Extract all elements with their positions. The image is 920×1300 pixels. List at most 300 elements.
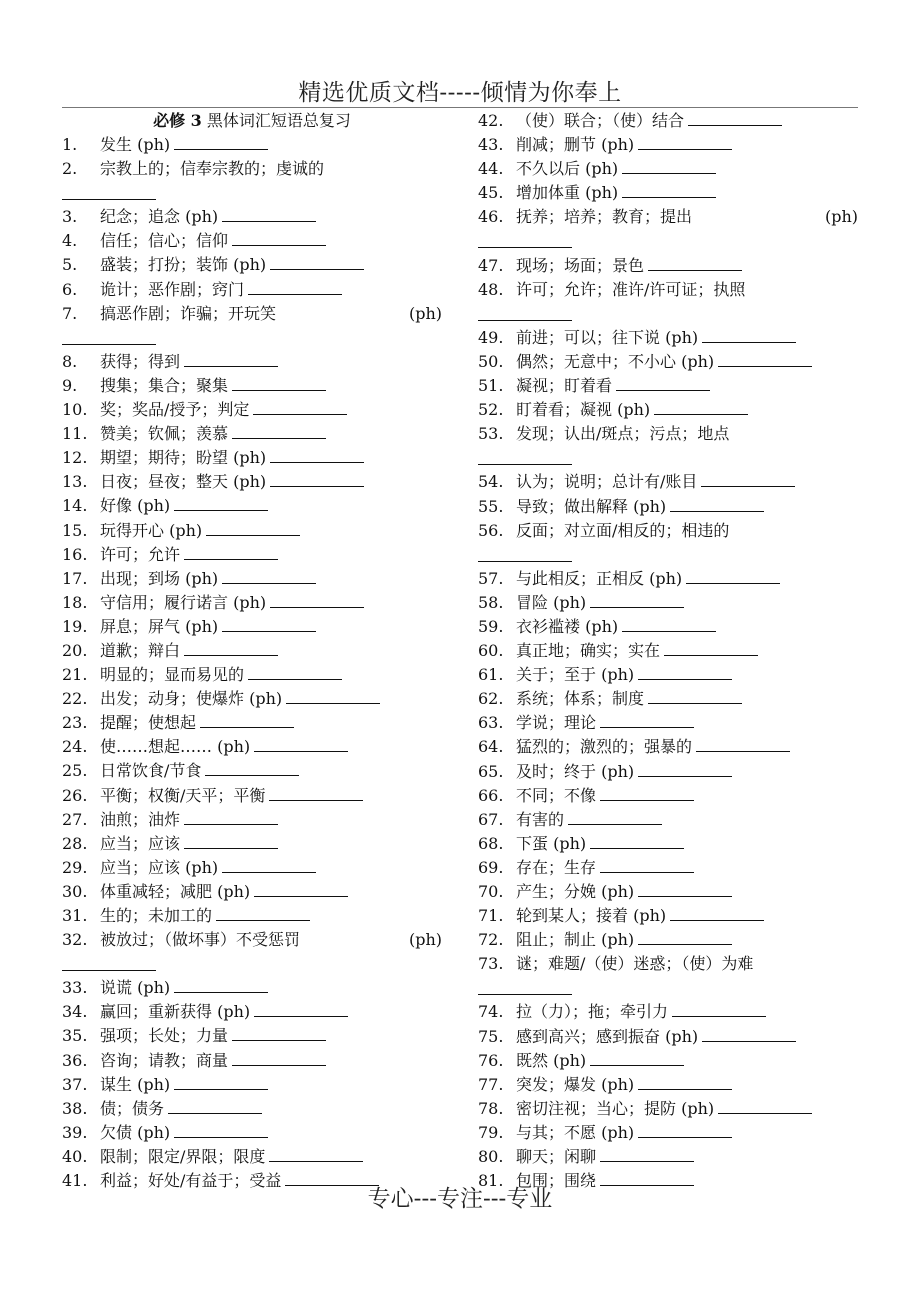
answer-blank[interactable] bbox=[670, 497, 764, 512]
item-text: 谜；难题/（使）迷惑；（使）为难 bbox=[516, 954, 754, 974]
item-text: 纪念；追念 (ph) bbox=[100, 207, 219, 227]
answer-blank[interactable] bbox=[600, 713, 694, 728]
vocab-item bbox=[478, 374, 858, 398]
answer-blank[interactable] bbox=[616, 376, 710, 391]
vocab-item bbox=[62, 663, 442, 687]
answer-blank[interactable] bbox=[269, 1147, 363, 1162]
item-number: 53. bbox=[478, 424, 504, 444]
answer-blank[interactable] bbox=[184, 545, 278, 560]
item-number: 26. bbox=[62, 785, 88, 805]
item-number: 79. bbox=[478, 1122, 504, 1142]
item-number: 51. bbox=[478, 376, 504, 396]
answer-blank[interactable] bbox=[638, 135, 732, 150]
answer-blank[interactable] bbox=[248, 280, 342, 295]
wrapped-blank-line bbox=[62, 181, 442, 205]
vocab-item bbox=[62, 1145, 442, 1169]
answer-blank[interactable] bbox=[216, 906, 310, 921]
answer-blank[interactable] bbox=[478, 982, 572, 995]
vocab-item bbox=[62, 470, 442, 494]
item-text: 玩得开心 (ph) bbox=[100, 520, 203, 540]
vocab-item bbox=[62, 133, 442, 157]
item-text: 利益；好处/有益于；受益 bbox=[100, 1171, 282, 1191]
answer-blank[interactable] bbox=[590, 593, 684, 608]
answer-blank[interactable] bbox=[648, 689, 742, 704]
item-number: 80. bbox=[478, 1147, 504, 1167]
item-text: 欠债 (ph) bbox=[100, 1122, 171, 1142]
answer-blank[interactable] bbox=[478, 549, 572, 562]
answer-blank[interactable] bbox=[638, 882, 732, 897]
answer-blank[interactable] bbox=[568, 810, 662, 825]
vocab-item bbox=[62, 543, 442, 567]
item-text: 前进；可以；往下说 (ph) bbox=[516, 327, 699, 347]
answer-blank[interactable] bbox=[270, 255, 364, 270]
item-text: 关于；至于 (ph) bbox=[516, 665, 635, 685]
item-number: 36. bbox=[62, 1050, 88, 1070]
item-number: 75. bbox=[478, 1026, 504, 1046]
wrapped-blank-line bbox=[478, 976, 858, 1000]
vocab-item bbox=[478, 880, 858, 904]
vocab-item bbox=[62, 1024, 442, 1048]
item-number: 74. bbox=[478, 1002, 504, 1022]
answer-blank[interactable] bbox=[638, 1123, 732, 1138]
vocab-item bbox=[478, 1097, 858, 1121]
vocab-item bbox=[478, 808, 858, 832]
item-text: 日常饮食/节食 bbox=[100, 761, 202, 781]
item-text: 咨询；请教；商量 bbox=[100, 1050, 229, 1070]
vocab-item bbox=[478, 952, 858, 976]
item-text: 应当；应该 bbox=[100, 833, 181, 853]
item-number: 40. bbox=[62, 1146, 88, 1166]
vocab-item bbox=[62, 350, 442, 374]
item-text: 出发；动身；使爆炸 (ph) bbox=[100, 689, 283, 709]
answer-blank[interactable] bbox=[184, 834, 278, 849]
item-number: 22. bbox=[62, 689, 88, 709]
answer-blank[interactable] bbox=[686, 569, 780, 584]
item-ph-marker: (ph) bbox=[824, 207, 858, 227]
item-number: 73. bbox=[478, 954, 504, 974]
answer-blank[interactable] bbox=[590, 1051, 684, 1066]
item-number: 15. bbox=[62, 520, 88, 540]
item-number: 52. bbox=[478, 400, 504, 420]
item-text: 削减；删节 (ph) bbox=[516, 135, 635, 155]
item-text: 油煎；油炸 bbox=[100, 809, 181, 829]
vocab-item bbox=[478, 109, 858, 133]
answer-blank[interactable] bbox=[600, 858, 694, 873]
item-number: 27. bbox=[62, 809, 88, 829]
item-number: 12. bbox=[62, 448, 88, 468]
vocab-item bbox=[478, 1049, 858, 1073]
answer-blank[interactable] bbox=[200, 713, 294, 728]
answer-blank[interactable] bbox=[270, 593, 364, 608]
item-text: 谋生 (ph) bbox=[100, 1074, 171, 1094]
item-text: 信任；信心；信仰 bbox=[100, 231, 229, 251]
item-number: 4. bbox=[62, 231, 78, 251]
answer-blank[interactable] bbox=[701, 472, 795, 487]
item-text: 盯着看；凝视 (ph) bbox=[516, 400, 651, 420]
item-text: 应当；应该 (ph) bbox=[100, 857, 219, 877]
item-number: 58. bbox=[478, 592, 504, 612]
vocab-item bbox=[478, 133, 858, 157]
answer-blank[interactable] bbox=[688, 111, 782, 126]
item-number: 61. bbox=[478, 665, 504, 685]
vocab-item bbox=[62, 374, 442, 398]
item-number: 50. bbox=[478, 351, 504, 371]
vocab-item bbox=[62, 398, 442, 422]
right-column bbox=[478, 109, 858, 1193]
vocab-item bbox=[478, 422, 858, 446]
answer-blank[interactable] bbox=[622, 183, 716, 198]
answer-blank[interactable] bbox=[638, 1075, 732, 1090]
answer-blank[interactable] bbox=[232, 376, 326, 391]
wrapped-blank-line bbox=[478, 229, 858, 253]
item-number: 28. bbox=[62, 833, 88, 853]
item-text: 债；债务 bbox=[100, 1098, 165, 1118]
vocab-item bbox=[478, 639, 858, 663]
item-text: 包围；围绕 bbox=[516, 1171, 597, 1191]
item-text: 猛烈的；激烈的；强暴的 bbox=[516, 737, 693, 757]
item-text: 抚养；培养；教育；提出 bbox=[516, 207, 693, 227]
left-vocab-list bbox=[62, 133, 442, 1193]
vocab-item bbox=[62, 1049, 442, 1073]
wrapped-blank-line bbox=[478, 302, 858, 326]
right-vocab-list bbox=[478, 109, 858, 1193]
vocab-item bbox=[478, 326, 858, 350]
answer-blank[interactable] bbox=[248, 665, 342, 680]
answer-blank[interactable] bbox=[174, 135, 268, 150]
item-text: 聊天；闲聊 bbox=[516, 1147, 597, 1167]
answer-blank[interactable] bbox=[286, 689, 380, 704]
item-text: 使……想起…… (ph) bbox=[100, 737, 251, 757]
vocab-item bbox=[478, 398, 858, 422]
item-number: 24. bbox=[62, 737, 88, 757]
vocab-item bbox=[478, 1121, 858, 1145]
vocab-item bbox=[478, 1000, 858, 1024]
item-text: 衣衫褴褛 (ph) bbox=[516, 616, 619, 636]
item-number: 10. bbox=[62, 400, 88, 420]
vocab-item bbox=[62, 519, 442, 543]
answer-blank[interactable] bbox=[205, 761, 299, 776]
vocab-item bbox=[478, 1145, 858, 1169]
vocab-item bbox=[62, 976, 442, 1000]
vocab-item bbox=[62, 567, 442, 591]
title-bold: 必修 3 bbox=[153, 111, 202, 130]
vocab-item bbox=[478, 567, 858, 591]
vocab-item bbox=[62, 1097, 442, 1121]
vocab-item bbox=[62, 229, 442, 253]
vocab-item bbox=[62, 784, 442, 808]
item-text: 搜集；集合；聚集 bbox=[100, 375, 229, 395]
page-header: 精选优质文档-----倾情为你奉上 bbox=[298, 80, 622, 106]
vocab-item bbox=[478, 519, 858, 543]
item-text: 凝视；盯着看 bbox=[516, 376, 613, 396]
item-number: 39. bbox=[62, 1122, 88, 1142]
left-column bbox=[62, 109, 442, 1193]
item-number: 62. bbox=[478, 689, 504, 709]
wrapped-blank-line bbox=[62, 952, 442, 976]
vocab-item bbox=[62, 446, 442, 470]
vocab-item bbox=[478, 254, 858, 278]
item-text: 下蛋 (ph) bbox=[516, 833, 587, 853]
vocab-item bbox=[478, 278, 858, 302]
item-number: 35. bbox=[62, 1026, 88, 1046]
answer-blank[interactable] bbox=[478, 308, 572, 321]
vocab-item bbox=[62, 759, 442, 783]
answer-blank[interactable] bbox=[696, 737, 790, 752]
item-text: 及时；终于 (ph) bbox=[516, 761, 635, 781]
answer-blank[interactable] bbox=[254, 882, 348, 897]
item-text: 存在；生存 bbox=[516, 857, 597, 877]
item-text: 许可；允许；准许/许可证；执照 bbox=[516, 279, 746, 299]
vocab-item bbox=[62, 1000, 442, 1024]
vocab-item bbox=[478, 157, 858, 181]
vocab-item bbox=[62, 880, 442, 904]
vocab-item bbox=[62, 832, 442, 856]
item-text: 既然 (ph) bbox=[516, 1050, 587, 1070]
vocab-item bbox=[62, 157, 442, 181]
item-text: 系统；体系；制度 bbox=[516, 689, 645, 709]
item-number: 14. bbox=[62, 496, 88, 516]
item-text: 限制；限定/界限；限度 bbox=[100, 1146, 266, 1166]
item-text: 道歉；辩白 bbox=[100, 640, 181, 660]
item-text: 赞美；钦佩；羡慕 bbox=[100, 424, 229, 444]
vocab-item bbox=[478, 205, 858, 229]
item-number: 43. bbox=[478, 135, 504, 155]
answer-blank[interactable] bbox=[638, 762, 732, 777]
item-number: 23. bbox=[62, 713, 88, 733]
answer-blank[interactable] bbox=[222, 207, 316, 222]
item-number: 72. bbox=[478, 930, 504, 950]
item-text: 突发；爆发 (ph) bbox=[516, 1074, 635, 1094]
item-number: 67. bbox=[478, 809, 504, 829]
vocab-item bbox=[478, 470, 858, 494]
item-number: 34. bbox=[62, 1002, 88, 1022]
vocab-item bbox=[62, 615, 442, 639]
item-number: 78. bbox=[478, 1098, 504, 1118]
item-number: 42. bbox=[478, 111, 504, 130]
vocab-item bbox=[62, 904, 442, 928]
vocab-item bbox=[478, 784, 858, 808]
item-number: 57. bbox=[478, 568, 504, 588]
answer-blank[interactable] bbox=[638, 665, 732, 680]
vocab-item bbox=[62, 205, 442, 229]
answer-blank[interactable] bbox=[174, 1123, 268, 1138]
item-text: （使）联合；（使）结合 bbox=[516, 111, 685, 130]
vocab-item bbox=[478, 495, 858, 519]
item-text: 许可；允许 bbox=[100, 544, 181, 564]
item-text: 屏息；屏气 (ph) bbox=[100, 616, 219, 636]
vocab-item bbox=[62, 494, 442, 518]
answer-blank[interactable] bbox=[184, 810, 278, 825]
item-number: 81. bbox=[478, 1171, 504, 1191]
vocab-item bbox=[478, 832, 858, 856]
item-text: 宗教上的；信奉宗教的；虔诚的 bbox=[100, 159, 325, 179]
item-number: 76. bbox=[478, 1050, 504, 1070]
item-text: 有害的 bbox=[516, 809, 565, 829]
answer-blank[interactable] bbox=[232, 1051, 326, 1066]
item-text: 产生；分娩 (ph) bbox=[516, 882, 635, 901]
answer-blank[interactable] bbox=[702, 328, 796, 343]
answer-blank[interactable] bbox=[718, 352, 812, 367]
vocab-item bbox=[62, 422, 442, 446]
answer-blank[interactable] bbox=[222, 617, 316, 632]
item-number: 21. bbox=[62, 665, 88, 685]
answer-blank[interactable] bbox=[600, 1147, 694, 1162]
answer-blank[interactable] bbox=[638, 930, 732, 945]
item-text: 认为；说明；总计有/账目 bbox=[516, 472, 698, 492]
answer-blank[interactable] bbox=[269, 786, 363, 801]
item-text: 搞恶作剧；诈骗；开玩笑 bbox=[100, 303, 277, 323]
answer-blank[interactable] bbox=[253, 400, 347, 415]
answer-blank[interactable] bbox=[254, 737, 348, 752]
page-footer: 专心---专注---专业 bbox=[367, 1186, 553, 1212]
item-text: 真正地；确实；实在 bbox=[516, 641, 661, 661]
item-number: 3. bbox=[62, 207, 78, 227]
answer-blank[interactable] bbox=[206, 521, 300, 536]
item-number: 7. bbox=[62, 303, 78, 323]
item-number: 66. bbox=[478, 785, 504, 805]
item-text: 明显的；显而易见的 bbox=[100, 665, 245, 685]
answer-blank[interactable] bbox=[270, 472, 364, 487]
item-number: 5. bbox=[62, 255, 78, 275]
item-text: 增加体重 (ph) bbox=[516, 183, 619, 203]
vocab-item bbox=[478, 350, 858, 374]
answer-blank[interactable] bbox=[168, 1099, 262, 1114]
item-number: 70. bbox=[478, 882, 504, 901]
item-number: 38. bbox=[62, 1098, 88, 1118]
item-number: 64. bbox=[478, 737, 504, 757]
item-text: 学说；理论 bbox=[516, 713, 597, 733]
answer-blank[interactable] bbox=[62, 332, 156, 345]
item-text: 奖；奖品/授予；判定 bbox=[100, 400, 250, 420]
vocab-item bbox=[478, 735, 858, 759]
vocab-item bbox=[478, 1073, 858, 1097]
answer-blank[interactable] bbox=[270, 448, 364, 463]
item-number: 2. bbox=[62, 159, 78, 179]
item-text: 说谎 (ph) bbox=[100, 978, 171, 998]
item-number: 60. bbox=[478, 641, 504, 661]
answer-blank[interactable] bbox=[654, 400, 748, 415]
item-number: 44. bbox=[478, 159, 504, 179]
answer-blank[interactable] bbox=[648, 256, 742, 271]
answer-blank[interactable] bbox=[478, 235, 572, 248]
item-number: 18. bbox=[62, 592, 88, 612]
vocab-item bbox=[62, 1121, 442, 1145]
answer-blank[interactable] bbox=[254, 1002, 348, 1017]
vocab-item bbox=[62, 856, 442, 880]
wrapped-blank-line bbox=[62, 326, 442, 350]
item-number: 41. bbox=[62, 1171, 88, 1191]
item-number: 25. bbox=[62, 761, 88, 781]
item-number: 77. bbox=[478, 1074, 504, 1094]
title-rest: 黑体词汇短语总复习 bbox=[201, 111, 351, 130]
item-ph-marker: (ph) bbox=[408, 930, 442, 950]
answer-blank[interactable] bbox=[622, 617, 716, 632]
item-number: 11. bbox=[62, 424, 88, 444]
answer-blank[interactable] bbox=[184, 352, 278, 367]
item-text: 与其；不愿 (ph) bbox=[516, 1122, 635, 1142]
item-number: 16. bbox=[62, 544, 88, 564]
answer-blank[interactable] bbox=[174, 978, 268, 993]
vocab-item bbox=[478, 687, 858, 711]
answer-blank[interactable] bbox=[232, 231, 326, 246]
item-text: 导致；做出解释 (ph) bbox=[516, 496, 667, 516]
item-text: 守信用；履行诺言 (ph) bbox=[100, 592, 267, 612]
item-text: 生的；未加工的 bbox=[100, 906, 213, 925]
answer-blank[interactable] bbox=[672, 1002, 766, 1017]
item-text: 现场；场面；景色 bbox=[516, 255, 645, 275]
item-text: 拉（力）；拖；牵引力 bbox=[516, 1002, 669, 1022]
item-text: 感到高兴；感到振奋 (ph) bbox=[516, 1026, 699, 1046]
item-text: 提醒；使想起 bbox=[100, 713, 197, 733]
answer-blank[interactable] bbox=[62, 187, 156, 200]
item-number: 54. bbox=[478, 472, 504, 492]
item-number: 9. bbox=[62, 375, 78, 395]
item-number: 71. bbox=[478, 906, 504, 926]
item-text: 阻止；制止 (ph) bbox=[516, 930, 635, 950]
item-text: 与此相反；正相反 (ph) bbox=[516, 568, 683, 588]
item-text: 出现；到场 (ph) bbox=[100, 568, 219, 588]
item-number: 33. bbox=[62, 978, 88, 998]
item-text: 反面；对立面/相反的；相违的 bbox=[516, 520, 730, 540]
item-text: 期望；期待；盼望 (ph) bbox=[100, 448, 267, 468]
answer-blank[interactable] bbox=[702, 1027, 796, 1042]
item-number: 31. bbox=[62, 906, 88, 925]
answer-blank[interactable] bbox=[670, 906, 764, 921]
vocab-item bbox=[62, 735, 442, 759]
answer-blank[interactable] bbox=[174, 496, 268, 511]
item-number: 8. bbox=[62, 351, 78, 371]
item-text: 获得；得到 bbox=[100, 351, 181, 371]
answer-blank[interactable] bbox=[222, 569, 316, 584]
item-number: 29. bbox=[62, 857, 88, 877]
item-text: 不久以后 (ph) bbox=[516, 159, 619, 179]
item-text: 日夜；昼夜；整天 (ph) bbox=[100, 472, 267, 492]
answer-blank[interactable] bbox=[478, 452, 572, 465]
answer-blank[interactable] bbox=[718, 1099, 812, 1114]
vocab-item bbox=[62, 253, 442, 277]
answer-blank[interactable] bbox=[600, 786, 694, 801]
wrapped-blank-line bbox=[478, 446, 858, 470]
vocab-item bbox=[62, 928, 442, 952]
item-number: 45. bbox=[478, 183, 504, 203]
answer-blank[interactable] bbox=[590, 834, 684, 849]
item-text: 不同；不像 bbox=[516, 785, 597, 805]
answer-blank[interactable] bbox=[232, 1026, 326, 1041]
item-number: 13. bbox=[62, 472, 88, 492]
item-text: 平衡；权衡/天平；平衡 bbox=[100, 785, 266, 805]
item-text: 冒险 (ph) bbox=[516, 592, 587, 612]
answer-blank[interactable] bbox=[62, 958, 156, 971]
item-ph-marker: (ph) bbox=[408, 303, 442, 323]
item-number: 48. bbox=[478, 279, 504, 299]
answer-blank[interactable] bbox=[222, 858, 316, 873]
worksheet-title bbox=[62, 109, 442, 133]
vocab-item bbox=[62, 302, 442, 326]
answer-blank[interactable] bbox=[622, 159, 716, 174]
item-number: 19. bbox=[62, 616, 88, 636]
item-number: 32. bbox=[62, 930, 88, 950]
vocab-item bbox=[62, 687, 442, 711]
answer-blank[interactable] bbox=[232, 424, 326, 439]
answer-blank[interactable] bbox=[184, 641, 278, 656]
item-text: 发生 (ph) bbox=[100, 135, 171, 154]
vocab-item bbox=[62, 278, 442, 302]
vocab-item bbox=[478, 904, 858, 928]
item-number: 20. bbox=[62, 640, 88, 660]
item-text: 密切注视；当心；提防 (ph) bbox=[516, 1098, 715, 1118]
answer-blank[interactable] bbox=[174, 1075, 268, 1090]
answer-blank[interactable] bbox=[664, 641, 758, 656]
